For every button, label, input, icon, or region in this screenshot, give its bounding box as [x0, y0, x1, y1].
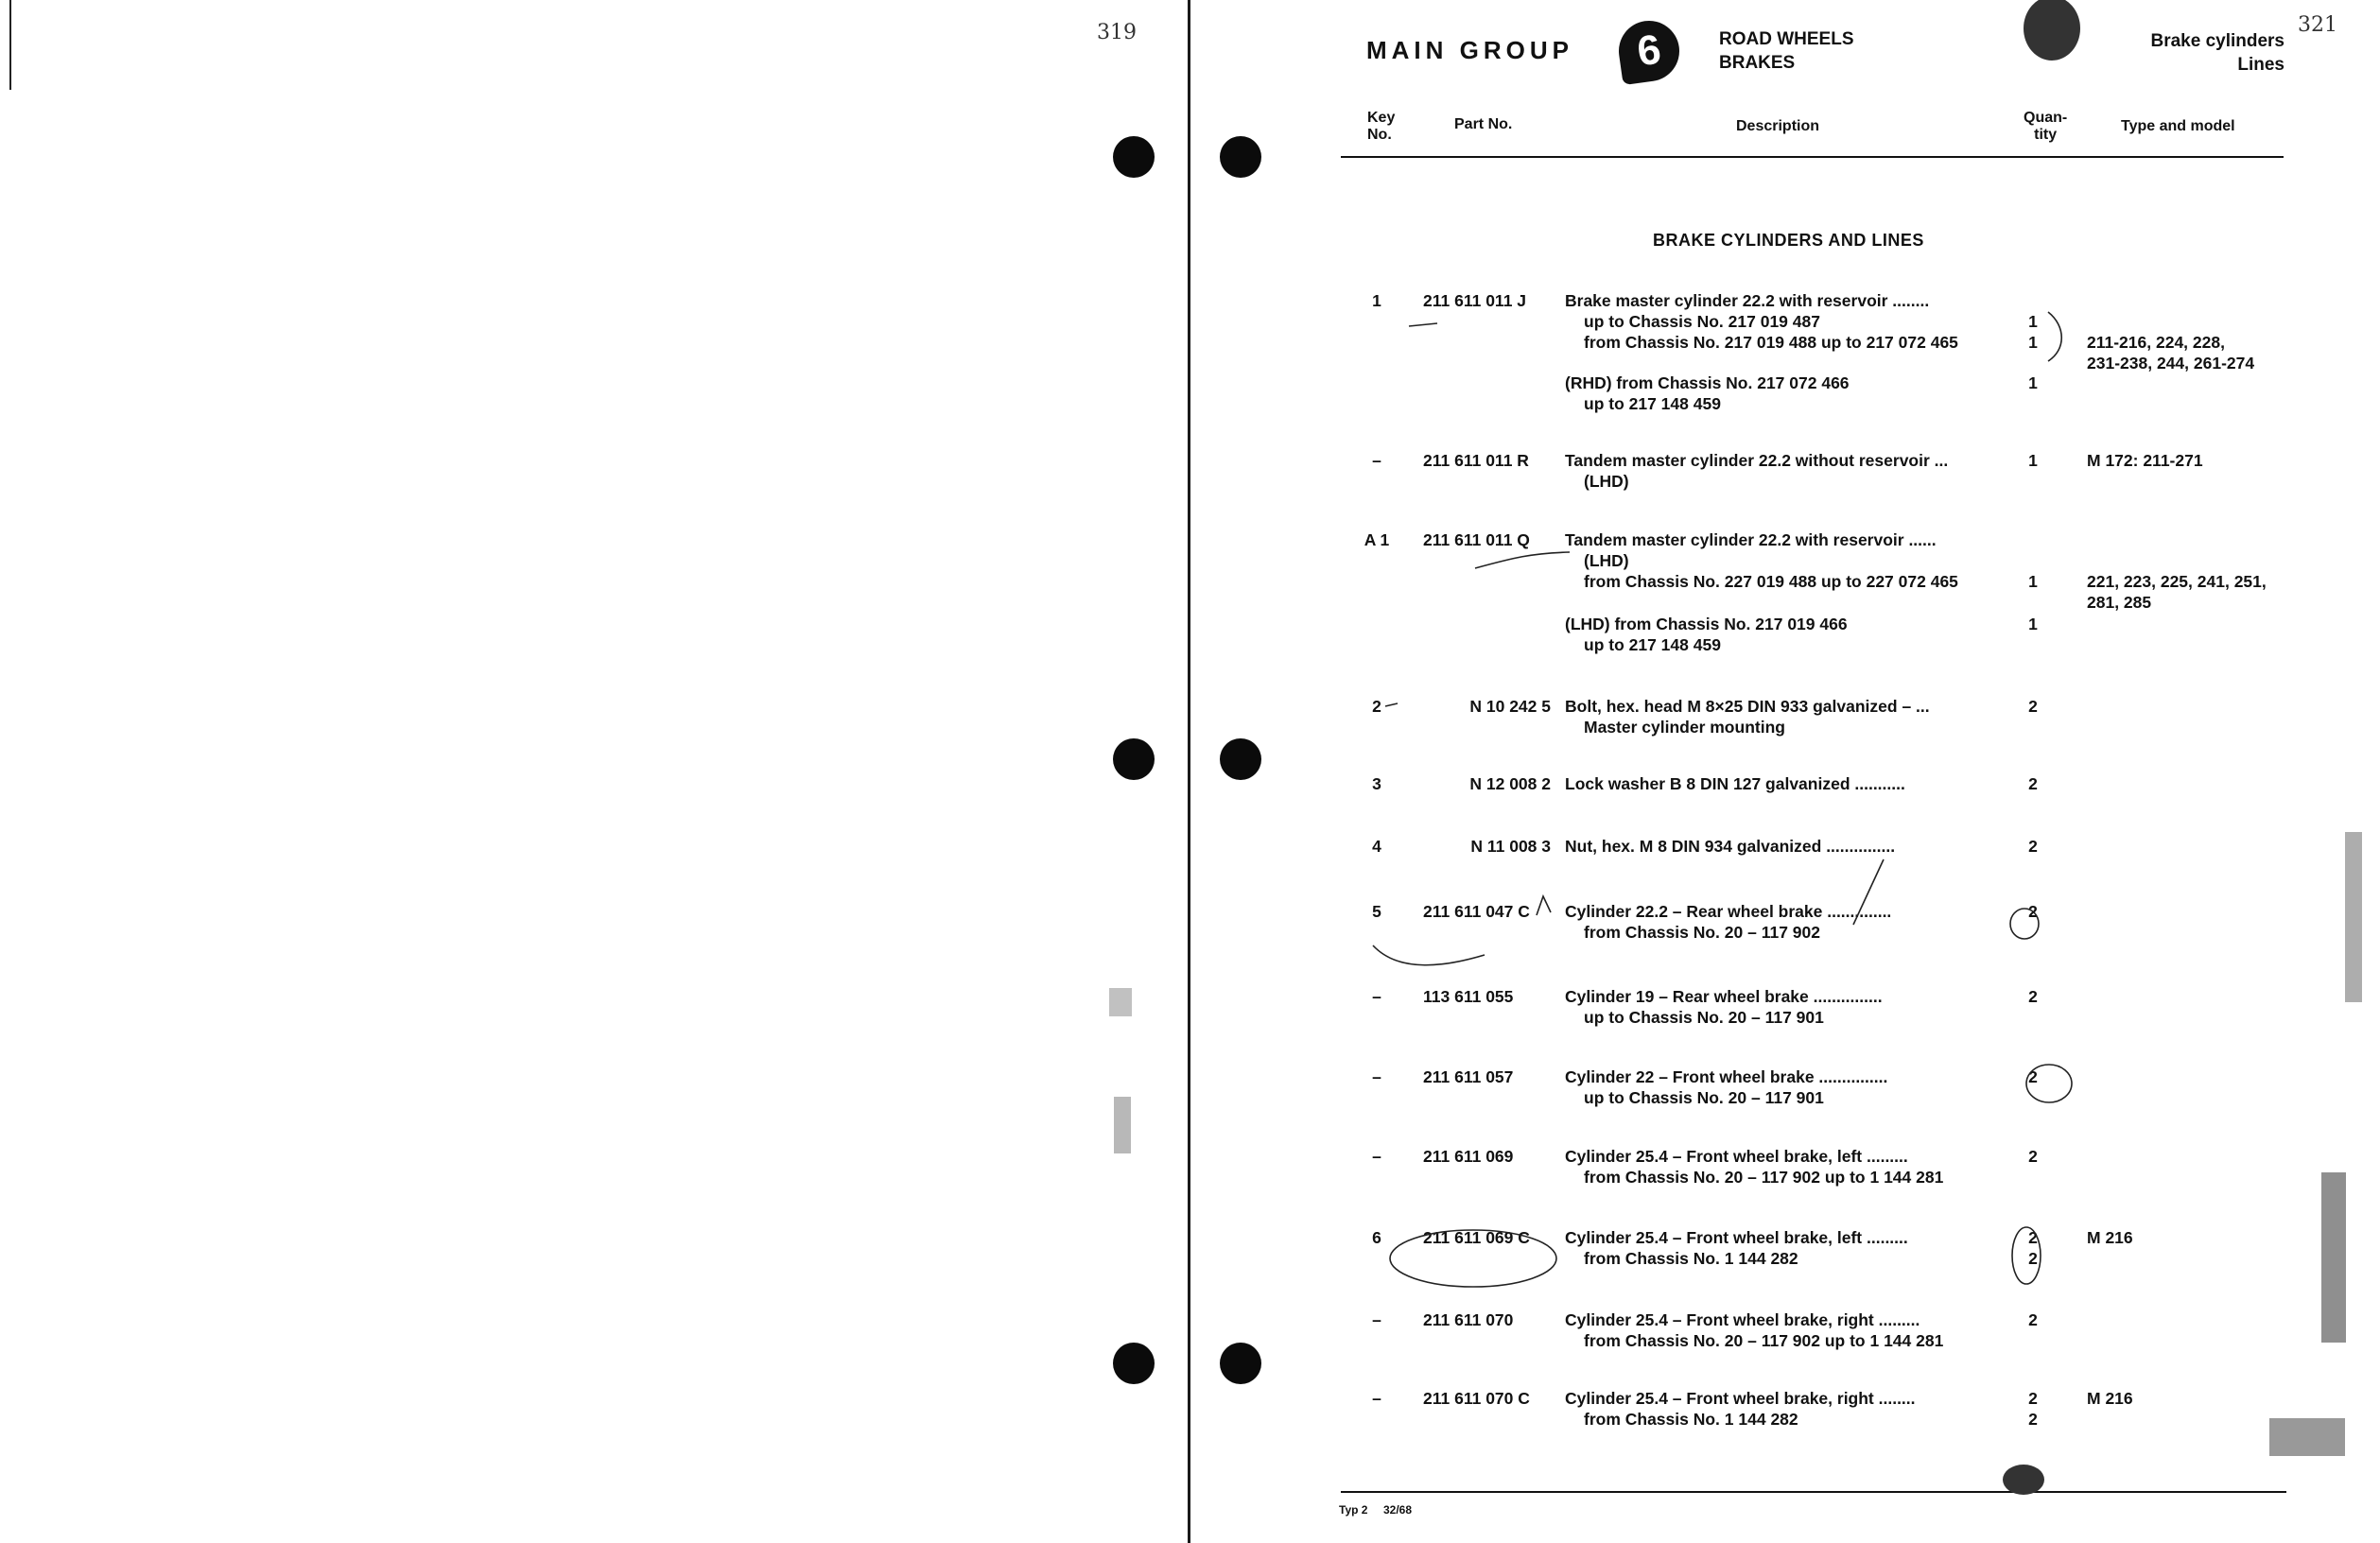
row-quantity: 2 — [2028, 1147, 2038, 1166]
column-quantity-line: tity — [2034, 127, 2058, 143]
row-part-number: 211 611 057 — [1423, 1067, 1514, 1086]
footer-date: 32/68 — [1383, 1503, 1413, 1517]
row-quantity: 2 — [2028, 697, 2038, 716]
row-description-line: Cylinder 25.4 – Front wheel brake, right ........ — [1565, 1389, 1916, 1408]
subject-line: Lines — [2237, 55, 2284, 75]
row-key-no: – — [1372, 1310, 1381, 1329]
group-name-line: ROAD WHEELS — [1719, 29, 1854, 49]
group-number: 6 — [1634, 26, 1664, 76]
row-key-no: A 1 — [1364, 530, 1390, 549]
pen-underline — [1373, 945, 1485, 965]
row-part-number: 211 611 011 Q — [1423, 530, 1530, 549]
row-quantity: 1 — [2028, 451, 2038, 470]
scan-smudge — [2003, 1465, 2044, 1495]
row-quantity: 2 — [2028, 987, 2038, 1006]
row-part-number: 211 611 070 C — [1423, 1389, 1530, 1408]
footer-type: Typ 2 — [1339, 1503, 1368, 1517]
row-description-line: from Chassis No. 217 019 488 up to 217 072 465 — [1584, 333, 1958, 352]
row-description-line: from Chassis No. 1 144 282 — [1584, 1249, 1798, 1268]
subject-line: Brake cylinders — [2150, 31, 2284, 51]
row-type-model: 281, 285 — [2087, 593, 2152, 612]
row-quantity: 1 — [2028, 312, 2038, 331]
row-key-no: 5 — [1372, 902, 1381, 921]
row-description-line: from Chassis No. 227 019 488 up to 227 072 465 — [1584, 572, 1958, 591]
row-part-number: 211 611 070 — [1423, 1310, 1514, 1329]
row-description-line: Lock washer B 8 DIN 127 galvanized ........... — [1565, 774, 1905, 793]
row-description-line: Brake master cylinder 22.2 with reservoir ........ — [1565, 291, 1930, 310]
row-description-line: Cylinder 25.4 – Front wheel brake, left ......... — [1565, 1228, 1908, 1247]
row-description-line: Cylinder 25.4 – Front wheel brake, right ......... — [1565, 1310, 1920, 1329]
row-quantity: 2 — [2028, 774, 2038, 793]
row-quantity: 2 — [2028, 1410, 2038, 1429]
row-type-model: 221, 223, 225, 241, 251, — [2087, 572, 2267, 591]
column-description: Description — [1736, 118, 1820, 134]
row-quantity: 2 — [2028, 1228, 2038, 1247]
row-quantity: 1 — [2028, 615, 2038, 633]
row-key-no: – — [1372, 1067, 1381, 1086]
row-key-no: – — [1372, 987, 1381, 1006]
row-quantity: 1 — [2028, 572, 2038, 591]
row-part-number: 113 611 055 — [1423, 987, 1514, 1006]
row-part-number: 211 611 011 J — [1423, 291, 1527, 310]
pen-bracket-mark — [2048, 312, 2061, 361]
row-description-line: Tandem master cylinder 22.2 without reservoir ... — [1565, 451, 1949, 470]
row-quantity: 2 — [2028, 1310, 2038, 1329]
column-part-no: Part No. — [1454, 116, 1513, 132]
row-description-line: up to Chassis No. 217 019 487 — [1584, 312, 1820, 331]
right-page-pen-number: 321 — [2298, 13, 2337, 37]
row-part-number: 211 611 069 — [1423, 1147, 1514, 1166]
row-type-model: M 216 — [2087, 1389, 2133, 1408]
scan-smudge — [2024, 0, 2080, 61]
row-part-number: 211 611 069 C — [1423, 1228, 1530, 1247]
row-key-no: – — [1372, 1147, 1381, 1166]
row-quantity: 2 — [2028, 1389, 2038, 1408]
row-type-model: M 216 — [2087, 1228, 2133, 1247]
scan-edge-noise — [2269, 1418, 2345, 1456]
row-description-line: Bolt, hex. head M 8×25 DIN 933 galvanized – ... — [1565, 697, 1930, 716]
row-key-no: – — [1372, 1389, 1381, 1408]
pen-circle-quantity — [2026, 1065, 2072, 1102]
row-quantity: 2 — [2028, 1249, 2038, 1268]
row-key-no: 3 — [1372, 774, 1381, 793]
row-description-line: up to 217 148 459 — [1584, 635, 1721, 654]
row-type-model: 231-238, 244, 261-274 — [2087, 354, 2255, 373]
row-part-number: 211 611 047 C — [1423, 902, 1530, 921]
row-key-no: – — [1372, 451, 1381, 470]
row-description-line: from Chassis No. 20 – 117 902 — [1584, 923, 1820, 942]
row-quantity: 1 — [2028, 373, 2038, 392]
row-description-line: (LHD) — [1584, 472, 1629, 491]
row-description-line: Cylinder 19 – Rear wheel brake ............... — [1565, 987, 1883, 1006]
row-part-number: N 10 242 5 — [1469, 697, 1551, 716]
row-quantity: 2 — [2028, 837, 2038, 856]
row-quantity: 2 — [2028, 902, 2038, 921]
scan-edge-noise — [1114, 1097, 1131, 1153]
row-description-line: Tandem master cylinder 22.2 with reservoir ...... — [1565, 530, 1937, 549]
row-key-no: 1 — [1372, 291, 1381, 310]
column-type-model: Type and model — [2121, 118, 2235, 134]
column-quantity-line: Quan- — [2024, 110, 2068, 126]
group-name-line: BRAKES — [1719, 53, 1796, 73]
main-group-heading: MAIN GROUP — [1366, 36, 1573, 64]
row-description-line: Nut, hex. M 8 DIN 934 galvanized ............... — [1565, 837, 1896, 856]
scan-edge-noise — [1109, 988, 1132, 1016]
scan-edge-noise — [2321, 1172, 2346, 1343]
row-description-line: up to 217 148 459 — [1584, 394, 1721, 413]
left-page-pen-number: 319 — [1097, 21, 1137, 44]
row-description-line: Cylinder 22.2 – Rear wheel brake .............. — [1565, 902, 1892, 921]
row-part-number: 211 611 011 R — [1423, 451, 1529, 470]
pen-check-mark — [1537, 896, 1551, 915]
pen-circle-quantity — [2012, 1227, 2041, 1284]
row-description-line: from Chassis No. 20 – 117 902 up to 1 144 281 — [1584, 1168, 1944, 1187]
row-key-no: 6 — [1372, 1228, 1381, 1247]
pen-underline — [1409, 323, 1437, 326]
pen-underline — [1475, 552, 1570, 568]
row-description-line: (LHD) from Chassis No. 217 019 466 — [1565, 615, 1848, 633]
column-key-no-line: No. — [1367, 127, 1392, 143]
row-type-model: 211-216, 224, 228, — [2087, 333, 2225, 352]
row-part-number: N 12 008 2 — [1469, 774, 1551, 793]
column-key-no-line: Key — [1367, 110, 1396, 126]
pen-circle-part-number — [1390, 1230, 1556, 1287]
pen-mark — [1385, 703, 1398, 706]
row-description-line: from Chassis No. 20 – 117 902 up to 1 144 281 — [1584, 1331, 1944, 1350]
pen-circle-quantity — [2010, 909, 2039, 939]
row-part-number: N 11 008 3 — [1470, 837, 1551, 856]
row-quantity: 2 — [2028, 1067, 2038, 1086]
scan-edge-noise — [2345, 832, 2362, 1002]
row-description-line: (RHD) from Chassis No. 217 072 466 — [1565, 373, 1850, 392]
row-description-line: Master cylinder mounting — [1584, 718, 1785, 737]
row-description-line: Cylinder 22 – Front wheel brake ............... — [1565, 1067, 1888, 1086]
row-quantity: 1 — [2028, 333, 2038, 352]
row-description-line: up to Chassis No. 20 – 117 901 — [1584, 1088, 1824, 1107]
row-type-model: M 172: 211-271 — [2087, 451, 2203, 470]
row-description-line: from Chassis No. 1 144 282 — [1584, 1410, 1798, 1429]
section-title: BRAKE CYLINDERS AND LINES — [1653, 231, 1924, 250]
row-description-line: (LHD) — [1584, 551, 1629, 570]
row-key-no: 4 — [1372, 837, 1381, 856]
row-key-no: 2 — [1372, 697, 1381, 716]
pen-tick-line — [1853, 859, 1884, 925]
row-description-line: Cylinder 25.4 – Front wheel brake, left ......... — [1565, 1147, 1908, 1166]
row-description-line: up to Chassis No. 20 – 117 901 — [1584, 1008, 1824, 1027]
